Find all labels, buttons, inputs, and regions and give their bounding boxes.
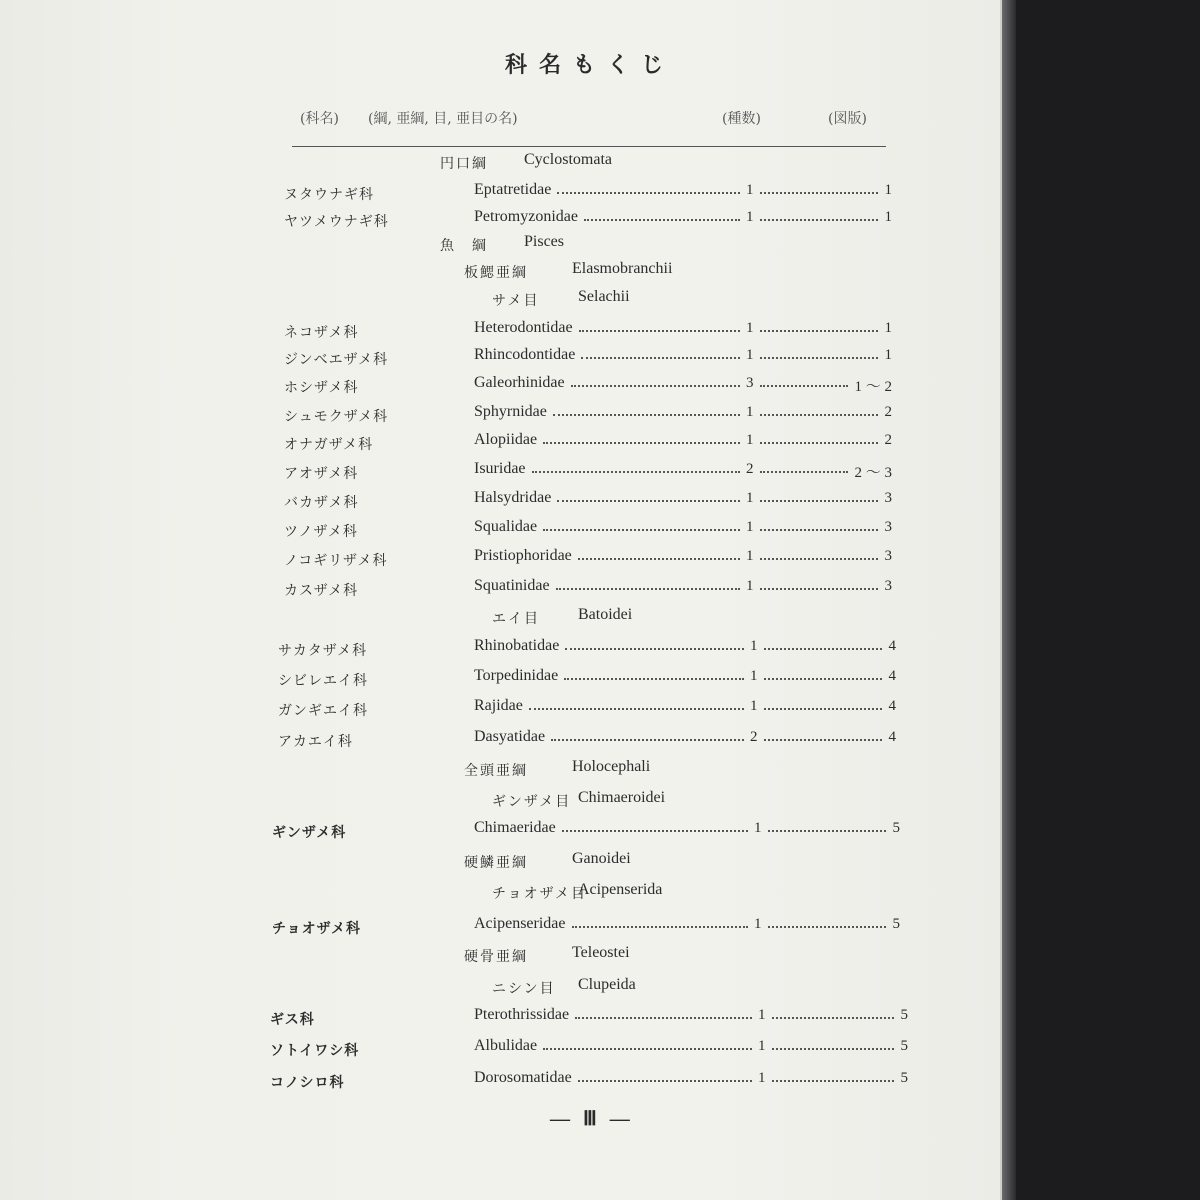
species-count: 2 [750,729,758,745]
family-name-jp: ガンギエイ科 [278,703,368,719]
family-name-latin: Rajidae [474,697,523,714]
plate-number: 5 [900,1038,908,1054]
family-row [0,318,1000,342]
species-count: 1 [746,182,754,198]
family-name-latin: Dasyatidae [474,728,546,745]
family-name-jp: ヤツメウナギ科 [284,214,389,230]
plate-number: 1 [884,320,892,336]
plate-number: 4 [888,668,896,684]
family-name-latin: Squatinidae [474,577,550,594]
group-name-latin: Cyclostomata [524,151,612,168]
leader-dots [551,739,744,741]
leader-dots [562,830,748,832]
leader-dots [760,442,878,444]
family-name-latin: Pterothrissidae [474,1006,570,1023]
subgroup-name-jp: 板鰓亜綱 [464,265,528,281]
subgroup-name-latin: Holocephali [572,758,651,775]
leader-dots [768,830,886,832]
leader-dots [760,330,878,332]
family-name-jp: アカエイ科 [278,734,353,750]
page-number: — Ⅲ — [550,1108,634,1130]
family-name-jp: ネコザメ科 [284,325,359,341]
species-count: 1 [754,820,762,836]
leader-dots [529,708,744,710]
plate-number: 5 [900,1007,908,1023]
plate-number: 3 [884,578,892,594]
leader-dots [543,442,740,444]
subgroup-row [0,259,1000,283]
leader-dots [764,739,882,741]
leader-dots [581,357,740,359]
family-name-jp: ヌタウナギ科 [284,187,374,203]
family-name-jp: ジンベエザメ科 [284,352,389,368]
subgroup-row [0,849,1000,873]
leader-dots [572,926,748,928]
plate-number: 3 [884,519,892,535]
plate-number: 3 [884,490,892,506]
order-name-jp: ニシン目 [492,981,556,997]
family-name-jp: チョオザメ科 [272,921,362,937]
subgroup-name-jp: 硬鱗亜綱 [464,855,528,871]
order-name-latin: Selachii [578,288,630,305]
order-name-latin: Acipenserida [578,881,663,898]
leader-dots [768,926,886,928]
family-name-latin: Pristiophoridae [474,547,572,564]
family-name-jp: コノシロ科 [270,1075,345,1091]
family-row [0,180,1000,204]
family-name-jp: バカザメ科 [284,495,359,511]
family-name-jp: ギス科 [270,1012,315,1028]
family-name-latin: Alopiidae [474,431,538,448]
family-name-latin: Galeorhinidae [474,374,565,391]
species-count: 1 [746,209,754,225]
subgroup-row [0,943,1000,967]
family-name-jp: カスザメ科 [284,583,359,599]
header-species: (種数) [722,111,761,127]
species-count: 1 [758,1038,766,1054]
family-name-latin: Rhinobatidae [474,637,560,654]
subgroup-name-latin: Ganoidei [572,850,631,867]
species-count: 1 [746,578,754,594]
order-name-jp: エイ目 [492,611,540,627]
plate-number: 1 ～ 2 [854,379,892,395]
family-name-latin: Squalidae [474,518,538,535]
family-row [0,345,1000,369]
species-count: 1 [746,519,754,535]
leader-dots [579,330,740,332]
family-row [0,373,1000,397]
group-name-jp: 魚 綱 [440,238,488,254]
family-row [0,1036,1000,1060]
leader-dots [764,678,882,680]
order-name-jp: サメ目 [492,293,540,309]
family-name-latin: Acipenseridae [474,915,566,932]
order-row [0,788,1000,812]
group-row [0,150,1000,174]
group-name-jp: 円口綱 [440,156,488,172]
family-name-latin: Chimaeridae [474,819,556,836]
subgroup-name-jp: 全頭亜綱 [464,763,528,779]
family-row [0,914,1000,938]
family-row [0,488,1000,512]
plate-number: 1 [884,347,892,363]
family-row [0,636,1000,660]
family-name-jp: ノコギリザメ科 [284,553,388,569]
order-name-jp: チョオザメ目 [492,886,588,902]
species-count: 1 [754,916,762,932]
family-row [0,459,1000,483]
leader-dots [578,558,740,560]
subgroup-name-latin: Teleostei [572,944,630,961]
leader-dots [553,414,740,416]
species-count: 1 [746,490,754,506]
species-count: 1 [746,347,754,363]
family-row [0,576,1000,600]
family-name-jp: オナガザメ科 [284,437,374,453]
header-family: (科名) [300,111,339,127]
header-groups: (綱, 亜綱, 目, 亜目の名) [368,111,518,127]
family-row [0,1068,1000,1092]
leader-dots [760,588,878,590]
family-name-latin: Petromyzonidae [474,208,578,225]
page-title: 科名もくじ [504,52,675,78]
species-count: 1 [758,1070,766,1086]
header-rule [292,146,886,147]
plate-number: 5 [892,820,900,836]
plate-number: 2 [884,432,892,448]
plate-number: 5 [900,1070,908,1086]
order-row [0,287,1000,311]
family-row [0,727,1000,751]
family-name-latin: Rhincodontidae [474,346,576,363]
leader-dots [772,1017,894,1019]
page-edge [1002,0,1016,1200]
plate-number: 4 [888,638,896,654]
species-count: 1 [758,1007,766,1023]
leader-dots [556,588,740,590]
family-name-jp: ホシザメ科 [284,380,359,396]
leader-dots [557,500,740,502]
leader-dots [543,529,740,531]
leader-dots [760,219,878,221]
leader-dots [564,678,744,680]
leader-dots [760,529,878,531]
species-count: 1 [750,698,758,714]
family-name-jp: アオザメ科 [284,466,359,482]
leader-dots [764,648,882,650]
species-count: 1 [746,320,754,336]
leader-dots [584,219,740,221]
species-count: 1 [746,548,754,564]
family-name-jp: シュモクザメ科 [284,409,389,425]
group-row [0,232,1000,256]
family-name-jp: ソトイワシ科 [270,1043,360,1059]
leader-dots [543,1048,752,1050]
leader-dots [575,1017,752,1019]
leader-dots [760,414,878,416]
subgroup-name-latin: Elasmobranchii [572,260,673,277]
order-name-latin: Clupeida [578,976,636,993]
leader-dots [760,385,848,387]
family-row [0,1005,1000,1029]
order-row [0,605,1000,629]
subgroup-row [0,757,1000,781]
order-name-jp: ギンザメ目 [492,794,572,810]
family-row [0,402,1000,426]
family-name-latin: Sphyrnidae [474,403,547,420]
leader-dots [760,471,848,473]
leader-dots [532,471,740,473]
plate-number: 5 [892,916,900,932]
leader-dots [772,1048,894,1050]
species-count: 1 [746,432,754,448]
order-name-latin: Chimaeroidei [578,789,666,806]
leader-dots [760,192,878,194]
family-name-latin: Halsydridae [474,489,552,506]
plate-number: 2 ～ 3 [854,465,892,481]
species-count: 1 [750,668,758,684]
family-row [0,818,1000,842]
family-name-latin: Eptatretidae [474,181,552,198]
leader-dots [764,708,882,710]
family-row [0,546,1000,570]
species-count: 1 [750,638,758,654]
leader-dots [565,648,744,650]
leader-dots [772,1080,894,1082]
plate-number: 3 [884,548,892,564]
plate-number: 4 [888,698,896,714]
header-plates: (図版) [828,111,867,127]
family-name-latin: Albulidae [474,1037,538,1054]
leader-dots [760,558,878,560]
plate-number: 4 [888,729,896,745]
order-row [0,975,1000,999]
species-count: 3 [746,375,754,391]
family-name-latin: Dorosomatidae [474,1069,572,1086]
family-row [0,430,1000,454]
species-count: 2 [746,461,754,477]
plate-number: 2 [884,404,892,420]
family-name-latin: Heterodontidae [474,319,573,336]
species-count: 1 [746,404,754,420]
leader-dots [760,357,878,359]
family-name-jp: サカタザメ科 [278,643,368,659]
family-row [0,696,1000,720]
subgroup-name-jp: 硬骨亜綱 [464,949,528,965]
plate-number: 1 [884,209,892,225]
family-name-jp: シビレエイ科 [278,673,368,689]
family-name-latin: Isuridae [474,460,526,477]
family-name-jp: ツノザメ科 [284,524,358,540]
leader-dots [571,385,740,387]
plate-number: 1 [884,182,892,198]
family-name-latin: Torpedinidae [474,667,559,684]
family-name-jp: ギンザメ科 [272,825,347,841]
leader-dots [578,1080,752,1082]
family-row [0,517,1000,541]
leader-dots [760,500,878,502]
order-name-latin: Batoidei [578,606,633,623]
leader-dots [557,192,740,194]
order-row [0,880,1000,904]
family-row [0,207,1000,231]
family-row [0,666,1000,690]
group-name-latin: Pisces [524,233,564,250]
